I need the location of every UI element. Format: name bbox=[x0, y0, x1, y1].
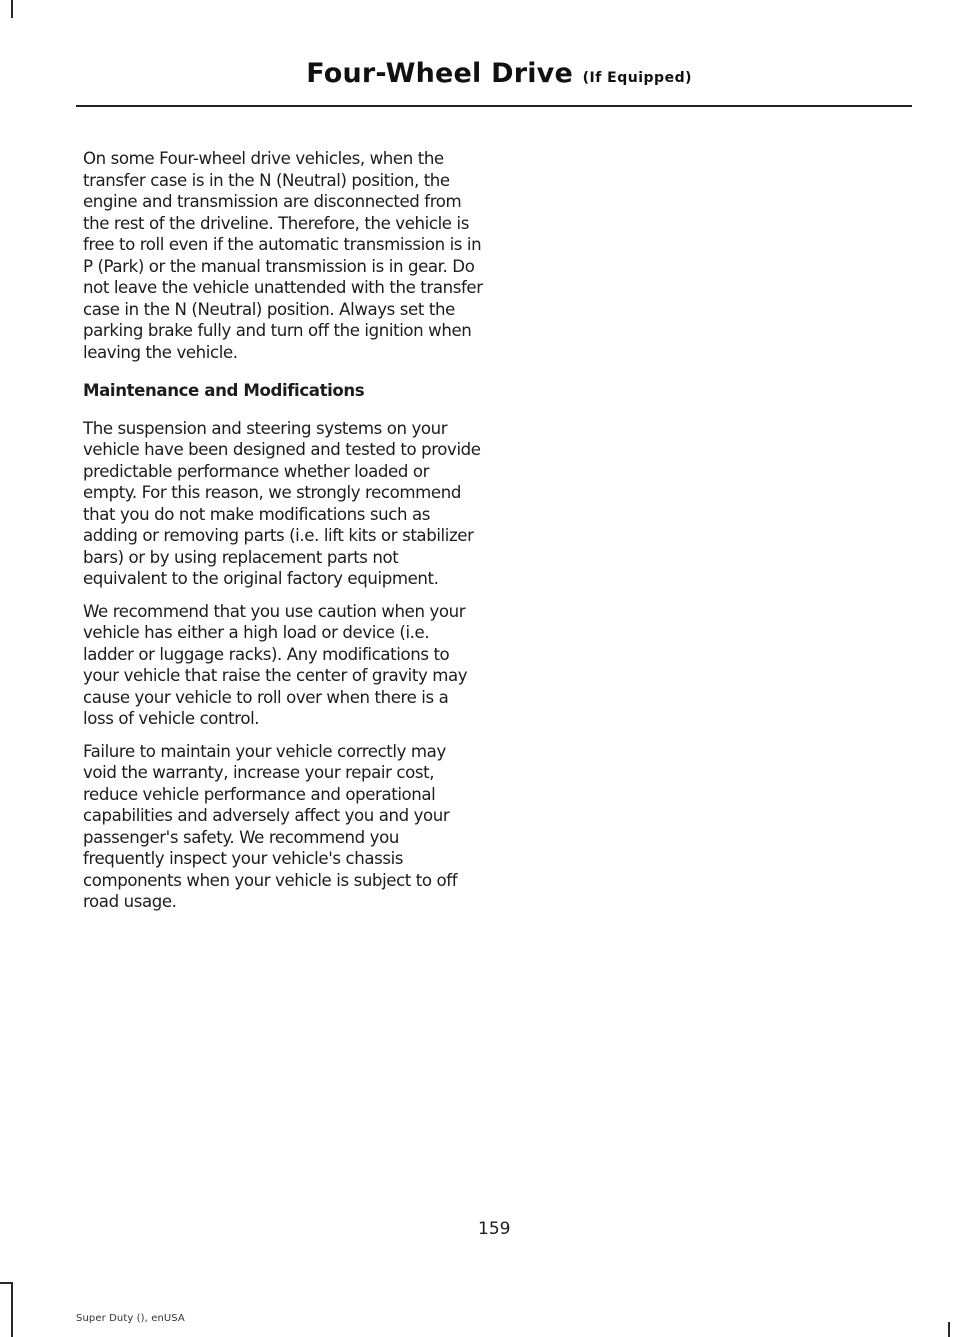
paragraph-caution: We recommend that you use caution when your vehicle has either a high load or device (i.e. ladder or luggage racks). Any modifications to your vehicle that raise the center of gravity may cause your vehicle to roll over when there is a loss of vehicle control. bbox=[83, 601, 468, 728]
page-title-suffix: (If Equipped) bbox=[582, 70, 692, 86]
page-title-main: Four-Wheel Drive bbox=[306, 58, 573, 89]
crop-mark-bottom-left-tick bbox=[0, 1282, 13, 1284]
body-column bbox=[83, 148, 483, 913]
page-number: 159 bbox=[478, 1219, 511, 1239]
section-heading: Maintenance and Modifications bbox=[83, 381, 365, 400]
footer-text: Super Duty (), enUSA bbox=[76, 1313, 185, 1324]
crop-mark-bottom-right bbox=[948, 1322, 950, 1337]
crop-mark-top-left bbox=[11, 0, 13, 18]
paragraph-neutral-position: On some Four-wheel drive vehicles, when the transfer case is in the N (Neutral) position, the engine and transmission are disconnected from the rest of the driveline. Therefore, the vehicle is free to roll even if the automatic transmission is in P (Park) or the manual transmission is in gear. Do not leave the vehicle unattended with the transfer case in the N (Neutral) position. Always set the parking brake fully and turn off the ignition when leaving the vehicle. bbox=[83, 149, 483, 362]
paragraph-suspension: The suspension and steering systems on your vehicle have been designed and tested to provide predictable performance whether loaded or empty. For this reason, we strongly recommend that you do not make modifications such as adding or removing parts (i.e. lift kits or stabilizer bars) or by using replacement parts not equivalent to the original factory equipment. bbox=[83, 418, 481, 588]
page-title bbox=[306, 58, 692, 89]
header-divider bbox=[76, 105, 912, 107]
crop-mark-bottom-left bbox=[11, 1282, 13, 1337]
paragraph-maintenance: Failure to maintain your vehicle correctly may void the warranty, increase your repair cost, reduce vehicle performance and operational capabilities and adversely affect you and your passenger's safety. We recommend you frequently inspect your vehicle's chassis components when your vehicle is subject to off road usage. bbox=[83, 741, 458, 911]
